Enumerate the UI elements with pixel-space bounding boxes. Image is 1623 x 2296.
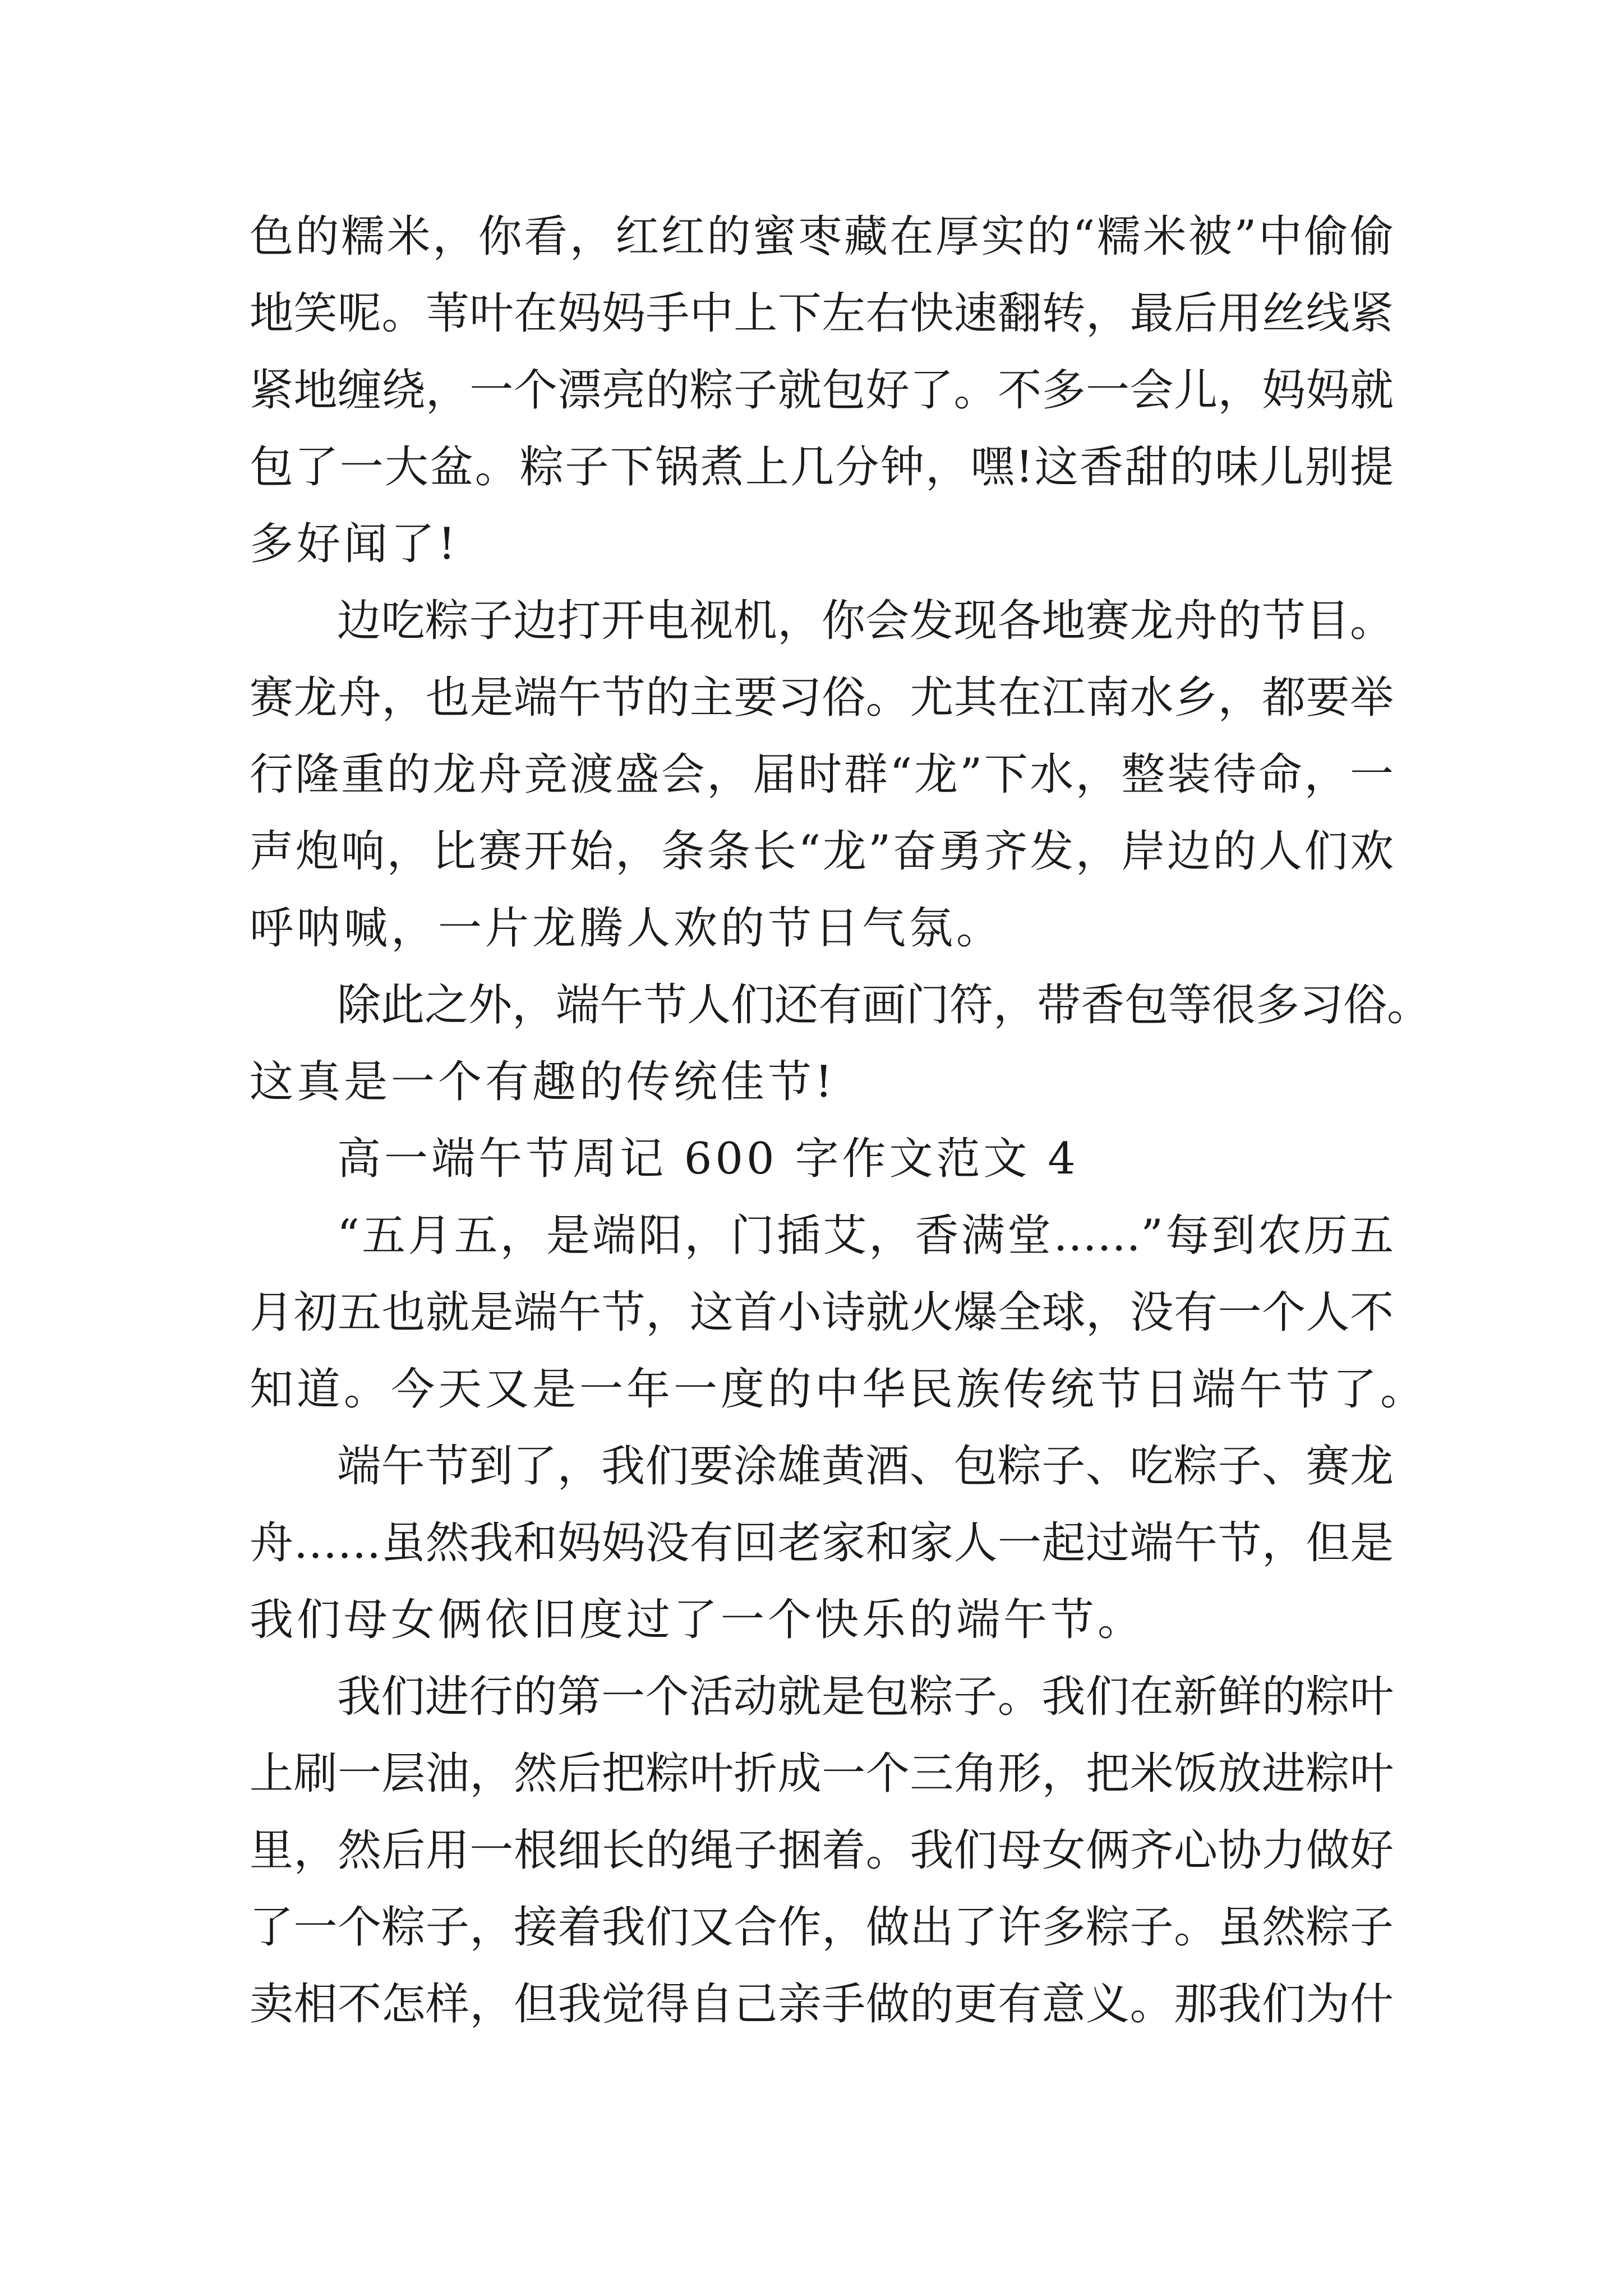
text-line: 多好闻了!: [250, 519, 459, 569]
text-line: 地笑呢。苇叶在妈妈手中上下左右快速翻转，最后用丝线紧: [250, 288, 1394, 339]
text-line: 卖相不怎样，但我觉得自己亲手做的更有意义。那我们为什: [250, 1979, 1394, 2030]
text-line: 舟……虽然我和妈妈没有回老家和家人一起过端午节，但是: [250, 1518, 1394, 1568]
text-line: 了一个粽子，接着我们又合作，做出了许多粽子。虽然粽子: [250, 1902, 1394, 1953]
paragraph-first-line: 除此之外，端午节人们还有画门符，带香包等很多习俗。: [337, 980, 1431, 1030]
text-line: 紧地缠绕，一个漂亮的粽子就包好了。不多一会儿，妈妈就: [250, 365, 1394, 416]
text-line: 色的糯米，你看，红红的蜜枣藏在厚实的“糯米被”中偷偷: [250, 211, 1394, 262]
section-heading: 高一端午节周记 600 字作文范文 4: [337, 1134, 1079, 1184]
paragraph-first-line: “五月五，是端阳，门插艾，香满堂……”每到农历五: [337, 1211, 1394, 1261]
text-line: 我们母女俩依旧度过了一个快乐的端午节。: [250, 1595, 1145, 1645]
text-line: 知道。今天又是一年一度的中华民族传统节日端午节了。: [250, 1364, 1428, 1415]
text-line: 里，然后用一根细长的绳子捆着。我们母女俩齐心协力做好: [250, 1825, 1394, 1876]
text-line: 这真是一个有趣的传统佳节!: [250, 1057, 836, 1107]
text-line: 上刷一层油，然后把粽叶折成一个三角形，把米饭放进粽叶: [250, 1749, 1394, 1799]
text-line: 呼呐喊，一片龙腾人欢的节日气氛。: [250, 903, 1004, 954]
paragraph-first-line: 端午节到了，我们要涂雄黄酒、包粽子、吃粽子、赛龙: [337, 1441, 1394, 1492]
text-line: 赛龙舟，也是端午节的主要习俗。尤其在江南水乡，都要举: [250, 673, 1394, 723]
text-line: 行隆重的龙舟竞渡盛会，届时群“龙”下水，整装待命，一: [250, 749, 1394, 800]
text-line: 包了一大盆。粽子下锅煮上几分钟，嘿!这香甜的味儿别提: [250, 442, 1394, 493]
text-line: 声炮响，比赛开始，条条长“龙”奋勇齐发，岸边的人们欢: [250, 826, 1394, 877]
paragraph-first-line: 边吃粽子边打开电视机，你会发现各地赛龙舟的节目。: [337, 596, 1394, 646]
paragraph-first-line: 我们进行的第一个活动就是包粽子。我们在新鲜的粽叶: [337, 1672, 1394, 1722]
text-line: 月初五也就是端午节，这首小诗就火爆全球，没有一个人不: [250, 1287, 1394, 1338]
